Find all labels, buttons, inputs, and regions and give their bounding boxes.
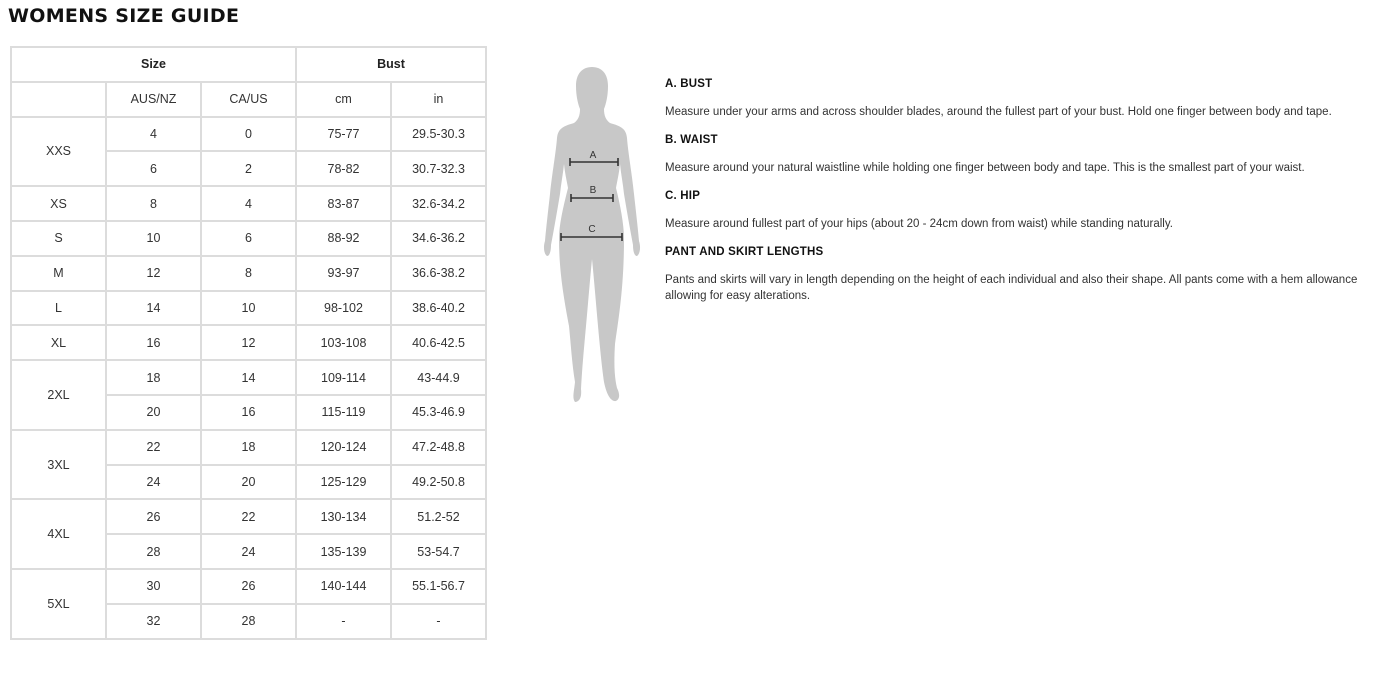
bust-cm-cell: 98-102 [296,291,391,326]
bust-in-cell: 34.6-36.2 [391,221,486,256]
bust-in-cell: 51.2-52 [391,499,486,534]
table-row [11,256,486,291]
table-row [11,291,486,326]
bust-in-cell: 53-54.7 [391,534,486,569]
bust-in-cell: 47.2-48.8 [391,430,486,465]
aus-nz-cell: 30 [106,569,201,604]
aus-nz-cell: 32 [106,604,201,639]
size-group-header: Size [11,47,296,82]
aus-nz-cell: 22 [106,430,201,465]
aus-nz-cell: 4 [106,117,201,152]
bust-cm-cell: 109-114 [296,360,391,395]
bust-description: Measure under your arms and across shoulder blades, around the fullest part of your bust. Hold one finger between body and tape. [665,106,1332,118]
table-row [11,499,486,534]
bust-cm-cell: 88-92 [296,221,391,256]
table-subheader-row [11,82,486,117]
size-chart-table [10,46,487,640]
size-name-cell: 3XL [11,430,106,500]
ca-us-cell: 10 [201,291,296,326]
bust-in-cell: 49.2-50.8 [391,465,486,500]
bust-in-cell: 36.6-38.2 [391,256,486,291]
ca-us-header: CA/US [201,82,296,117]
size-table-body [11,117,486,639]
ca-us-cell: 28 [201,604,296,639]
ca-us-cell: 20 [201,465,296,500]
size-name-cell: 4XL [11,499,106,569]
aus-nz-cell: 28 [106,534,201,569]
waist-heading: B. WAIST [665,134,718,146]
ca-us-cell: 16 [201,395,296,430]
size-name-cell: 5XL [11,569,106,639]
in-header: in [391,82,486,117]
size-name-cell: XS [11,186,106,221]
ca-us-cell: 14 [201,360,296,395]
bust-cm-cell: 125-129 [296,465,391,500]
bust-cm-cell: 120-124 [296,430,391,465]
blank-header-cell [11,82,106,117]
ca-us-cell: 24 [201,534,296,569]
aus-nz-cell: 24 [106,465,201,500]
bust-in-cell: 55.1-56.7 [391,569,486,604]
aus-nz-cell: 26 [106,499,201,534]
aus-nz-cell: 10 [106,221,201,256]
ca-us-cell: 6 [201,221,296,256]
bust-in-cell: 30.7-32.3 [391,151,486,186]
table-row [11,117,486,152]
table-group-header-row [11,47,486,82]
aus-nz-cell: 18 [106,360,201,395]
body-silhouette-figure [540,64,644,406]
bust-cm-cell: 115-119 [296,395,391,430]
size-name-cell: XXS [11,117,106,187]
bust-cm-cell: 130-134 [296,499,391,534]
hip-description: Measure around fullest part of your hips (about 20 - 24cm down from waist) while standing naturally. [665,218,1173,230]
bust-cm-cell: 93-97 [296,256,391,291]
bust-cm-cell: 140-144 [296,569,391,604]
size-name-cell: M [11,256,106,291]
bust-in-cell: - [391,604,486,639]
ca-us-cell: 8 [201,256,296,291]
bust-in-cell: 40.6-42.5 [391,325,486,360]
bust-cm-cell: 83-87 [296,186,391,221]
aus-nz-cell: 6 [106,151,201,186]
measurement-instructions [665,76,1385,316]
bust-cm-cell: 78-82 [296,151,391,186]
waist-description: Measure around your natural waistline while holding one finger between body and tape. This is the smallest part of your waist. [665,162,1305,174]
ca-us-cell: 2 [201,151,296,186]
bust-in-cell: 43-44.9 [391,360,486,395]
size-name-cell: 2XL [11,360,106,430]
page-title: WOMENS SIZE GUIDE [8,5,240,27]
size-name-cell: S [11,221,106,256]
bust-cm-cell: 75-77 [296,117,391,152]
aus-nz-cell: 20 [106,395,201,430]
bust-in-cell: 32.6-34.2 [391,186,486,221]
table-row [11,325,486,360]
pant-skirt-description: Pants and skirts will vary in length depending on the height of each individual and also their shape. All pants come with a hem allowance allowing for easy alterations. [665,274,1358,302]
bust-cm-cell: 135-139 [296,534,391,569]
ca-us-cell: 0 [201,117,296,152]
table-row [11,569,486,604]
aus-nz-cell: 16 [106,325,201,360]
table-row [11,221,486,256]
aus-nz-cell: 8 [106,186,201,221]
hip-heading: C. HIP [665,190,701,202]
bust-heading: A. BUST [665,78,713,90]
bust-in-cell: 45.3-46.9 [391,395,486,430]
ca-us-cell: 22 [201,499,296,534]
table-row [11,430,486,465]
pant-skirt-heading: PANT AND SKIRT LENGTHS [665,246,824,258]
bust-in-cell: 29.5-30.3 [391,117,486,152]
size-name-cell: L [11,291,106,326]
bust-label-a: A [589,150,597,161]
table-row [11,186,486,221]
table-row [11,360,486,395]
ca-us-cell: 26 [201,569,296,604]
ca-us-cell: 12 [201,325,296,360]
ca-us-cell: 4 [201,186,296,221]
cm-header: cm [296,82,391,117]
aus-nz-header: AUS/NZ [106,82,201,117]
aus-nz-cell: 14 [106,291,201,326]
bust-group-header: Bust [296,47,486,82]
hip-label-c: C [588,224,596,235]
waist-label-b: B [589,185,597,196]
aus-nz-cell: 12 [106,256,201,291]
ca-us-cell: 18 [201,430,296,465]
bust-in-cell: 38.6-40.2 [391,291,486,326]
size-name-cell: XL [11,325,106,360]
bust-cm-cell: - [296,604,391,639]
bust-cm-cell: 103-108 [296,325,391,360]
